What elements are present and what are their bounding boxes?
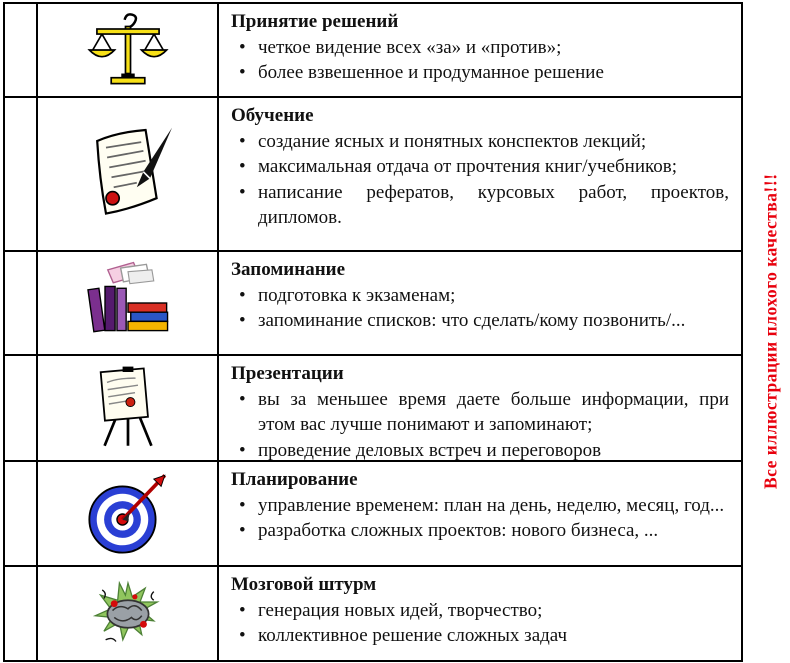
row-title: Мозговой штурм — [231, 574, 377, 595]
bullet-item: • подготовка к экзаменам; — [258, 283, 729, 308]
bullet-list — [231, 283, 729, 334]
side-note: Все иллюстрации плохого качества!!! — [760, 173, 781, 490]
bullet-item: • написание рефератов, курсовых работ, проектов, дипломов. — [258, 180, 729, 231]
bullet-item: • коллективное решение сложных задач — [258, 623, 729, 648]
scales-icon — [86, 8, 170, 92]
bullet-item: • управление временем: план на день, неделю, месяц, год... — [258, 493, 729, 518]
brainstorm-icon — [85, 571, 171, 657]
text-cell — [219, 356, 741, 460]
table-row — [5, 252, 741, 356]
icon-cell — [38, 462, 219, 565]
bullet-list — [231, 387, 729, 460]
icon-cell — [38, 356, 219, 460]
bullet-item: • вы за меньшее время даете больше информации, при этом вас лучше понимают и запоминают; — [258, 387, 729, 438]
empty-cell — [5, 98, 38, 250]
bullet-item: • проведение деловых встреч и переговоров — [258, 438, 729, 460]
books-icon — [82, 257, 174, 349]
table-row — [5, 4, 741, 98]
icon-cell — [38, 4, 219, 96]
row-title: Презентации — [231, 363, 344, 384]
row-title: Обучение — [231, 105, 314, 126]
empty-cell — [5, 4, 38, 96]
easel-icon — [83, 363, 173, 453]
empty-cell — [5, 567, 38, 660]
row-title: Принятие решений — [231, 11, 399, 32]
text-cell — [219, 252, 741, 354]
row-title: Планирование — [231, 469, 358, 490]
table-row — [5, 356, 741, 462]
table-row — [5, 98, 741, 252]
text-cell — [219, 4, 741, 96]
bullet-item: • разработка сложных проектов: нового бизнеса, ... — [258, 518, 729, 543]
bullet-list — [231, 129, 729, 230]
table-row — [5, 567, 741, 660]
bullet-item: • максимальная отдача от прочтения книг/учебников; — [258, 154, 729, 179]
table-row — [5, 462, 741, 567]
row-title: Запоминание — [231, 259, 346, 280]
bullet-item: • более взвешенное и продуманное решение — [258, 60, 729, 85]
bullet-list — [231, 598, 729, 649]
icon-cell — [38, 98, 219, 250]
target-icon — [82, 468, 174, 560]
writing-icon — [73, 119, 183, 229]
empty-cell — [5, 462, 38, 565]
bullet-item: • создание ясных и понятных конспектов лекций; — [258, 129, 729, 154]
bullet-item: • четкое видение всех «за» и «против»; — [258, 35, 729, 60]
empty-cell — [5, 356, 38, 460]
text-cell — [219, 462, 741, 565]
bullet-list — [231, 35, 729, 86]
benefits-table — [3, 2, 743, 662]
bullet-item: • запоминание списков: что сделать/кому позвонить/... — [258, 308, 729, 333]
icon-cell — [38, 567, 219, 660]
text-cell — [219, 567, 741, 660]
bullet-item: • генерация новых идей, творчество; — [258, 598, 729, 623]
icon-cell — [38, 252, 219, 354]
bullet-list — [231, 493, 729, 544]
empty-cell — [5, 252, 38, 354]
text-cell — [219, 98, 741, 250]
